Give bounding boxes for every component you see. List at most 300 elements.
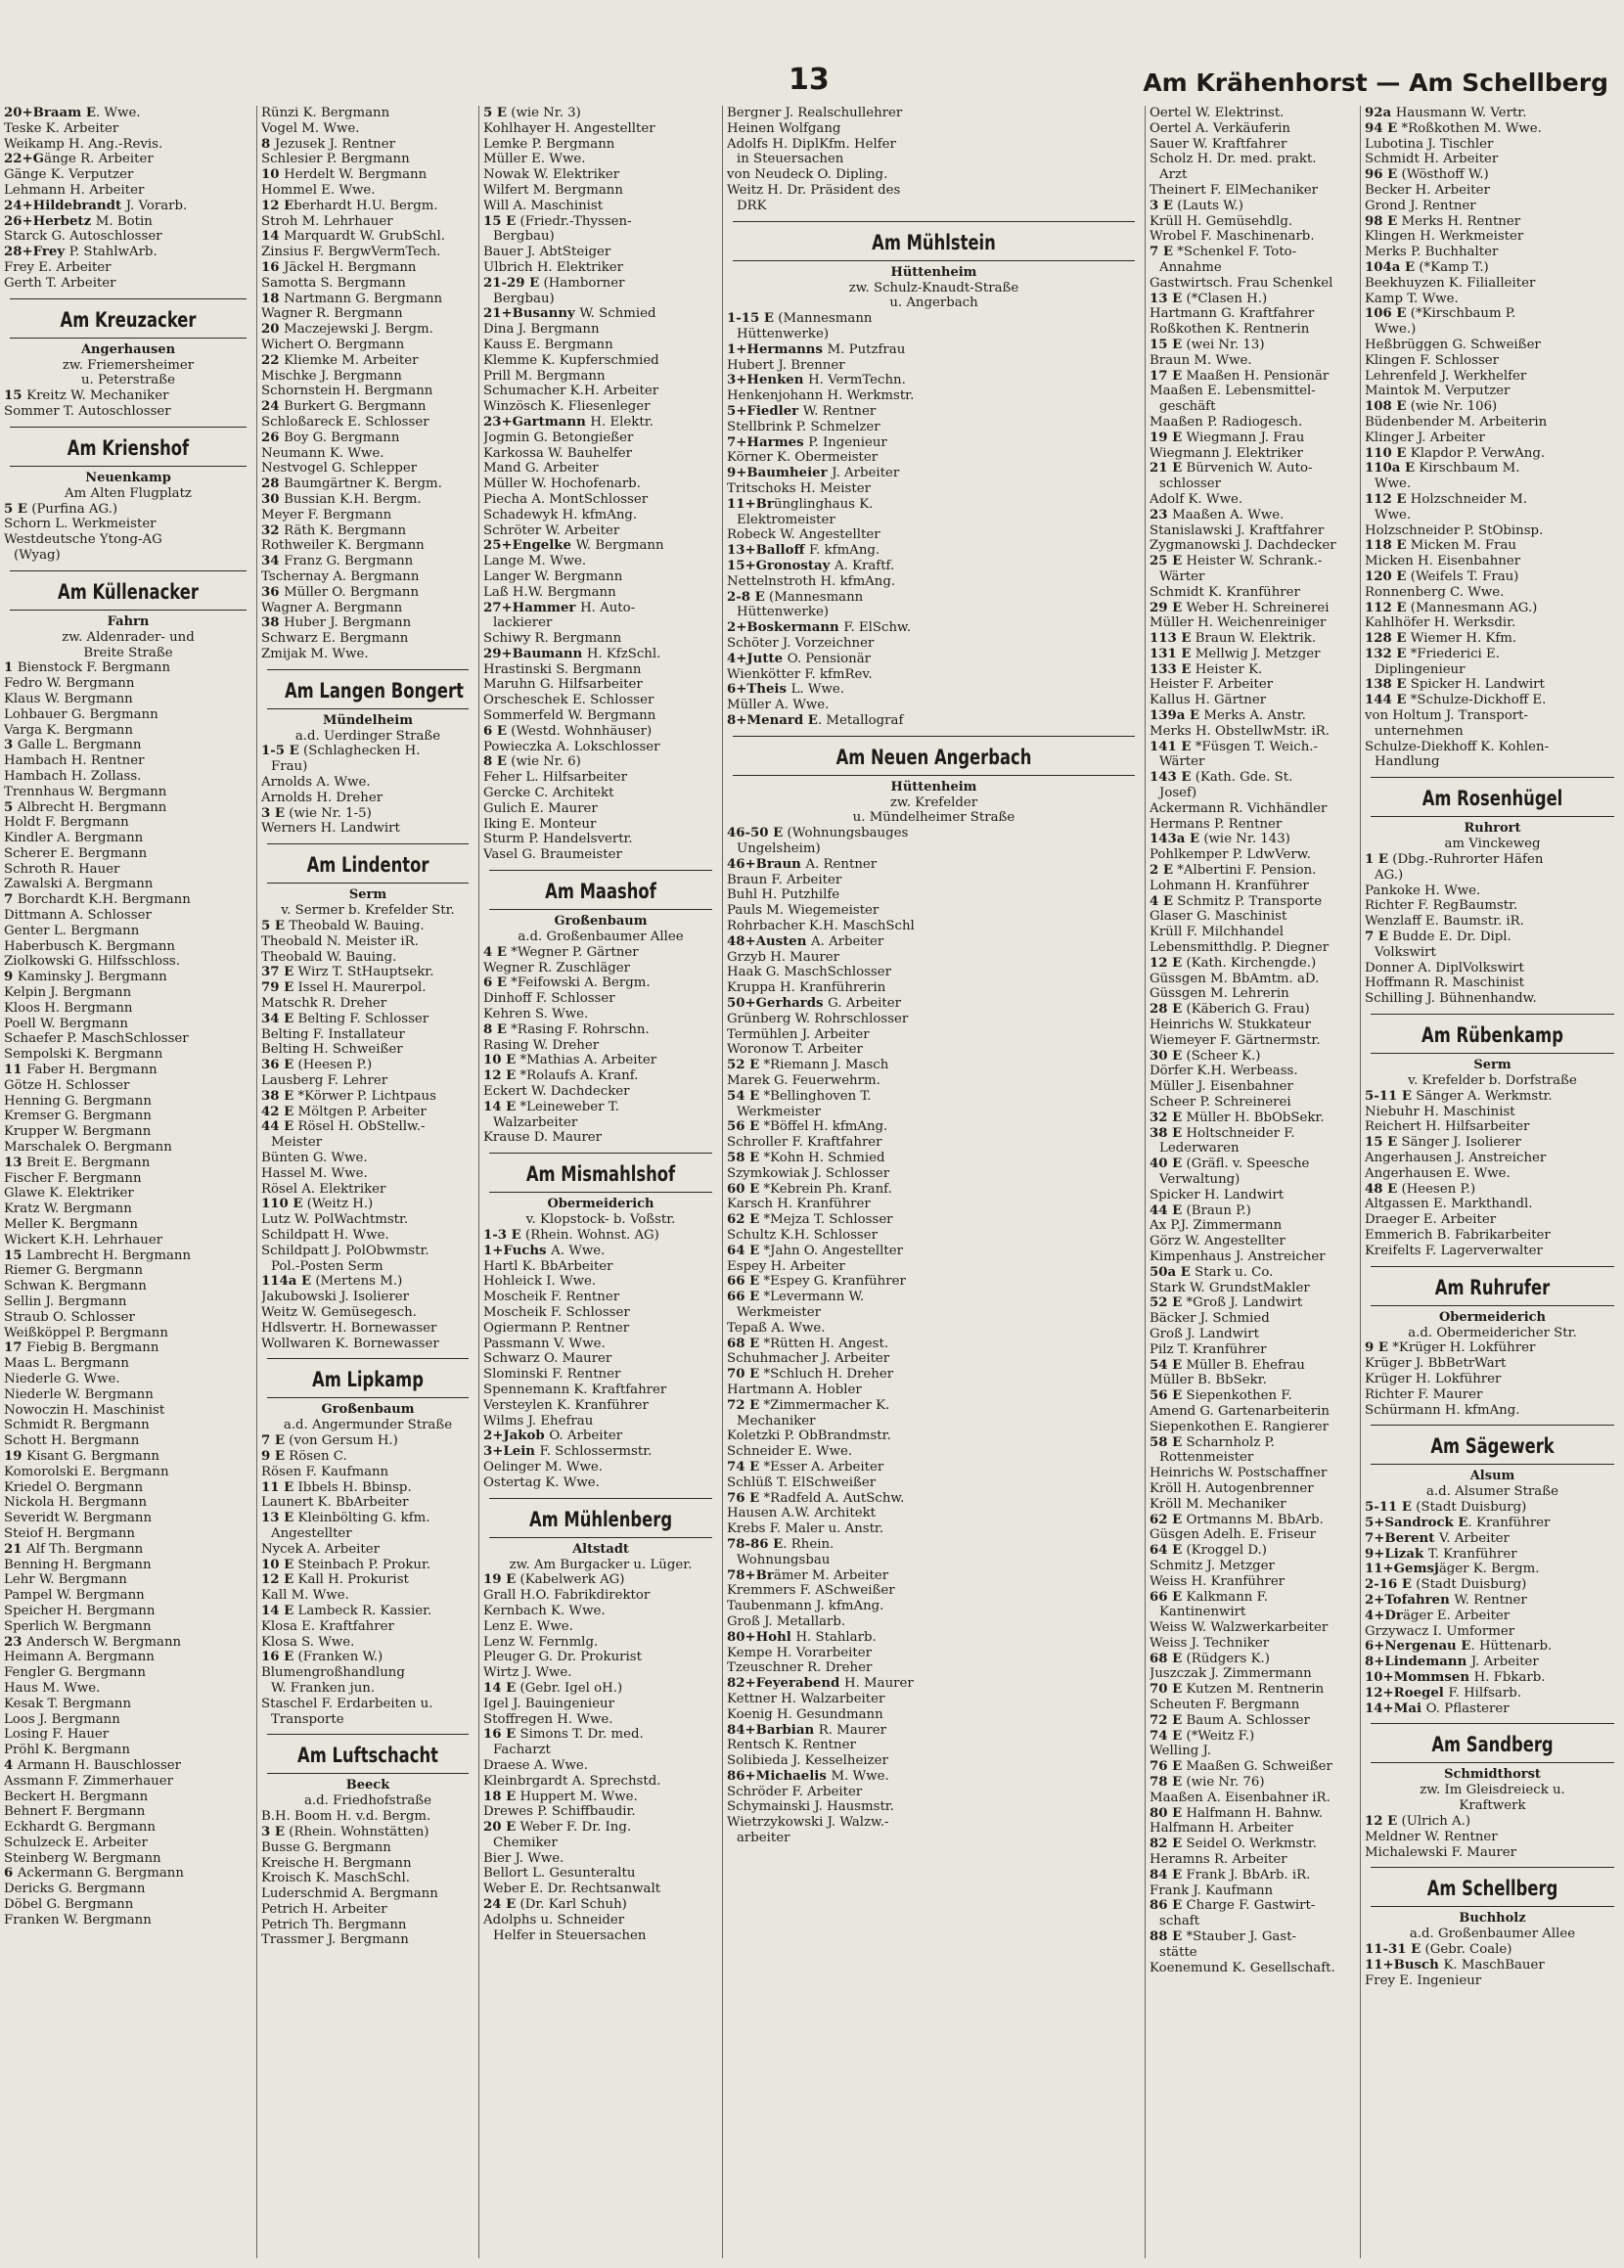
resident-entry: Slominski F. Rentner <box>483 1367 621 1383</box>
house-number: 11 E <box>261 1479 294 1495</box>
resident-entry: Solibieda J. Kesselheizer <box>727 1753 888 1769</box>
resident-entry: Krüger J. BbBetrWart <box>1365 1356 1507 1372</box>
house-number: 120 E <box>1365 568 1407 584</box>
house-number: 10 E <box>483 1053 517 1068</box>
house-number: 30 <box>261 491 285 507</box>
house-number: 132 E <box>1365 646 1407 661</box>
resident-entry: Mischke J. Bergmann <box>261 368 402 384</box>
resident-entry: 2-16 E (Stadt Duisburg) <box>1365 1577 1527 1593</box>
resident-entry: Kremmers F. ASchweißer <box>727 1583 895 1599</box>
resident-entry: Haus M. Wwe. <box>4 1680 101 1696</box>
resident-entry: Wollwaren K. Bornewasser <box>261 1336 439 1351</box>
resident-entry: Moscheik F. Schlosser <box>483 1304 630 1320</box>
resident-entry: 9 Kaminsky J. Bergmann <box>4 970 167 985</box>
resident-entry: Angerhausen J. Anstreicher <box>1365 1151 1547 1166</box>
resident-entry: 26 Boy G. Bergmann <box>261 430 400 445</box>
resident-entry: 2+Jakob O. Arbeiter <box>483 1429 623 1444</box>
entry-continuation: Walzarbeiter <box>493 1114 578 1130</box>
entry-continuation: Werkmeister <box>737 1304 821 1320</box>
resident-entry: 12 E *Rolaufs A. Kranf. <box>483 1068 639 1084</box>
section-rule <box>267 1358 469 1359</box>
house-number: 8 E <box>483 754 508 770</box>
resident-entry: Launert K. BbArbeiter <box>261 1495 409 1511</box>
house-number: 48+Austen <box>727 933 812 949</box>
resident-entry: Kindler A. Bergmann <box>4 831 144 846</box>
house-number: 15 E <box>1150 337 1183 352</box>
resident-entry: Lenz E. Wwe. <box>483 1618 573 1634</box>
street-location: v. Klopstock- b. Voßstr. <box>525 1212 676 1228</box>
resident-entry: Gastwirtsch. Frau Schenkel <box>1150 275 1333 291</box>
resident-entry: 141 E *Füsgen T. Weich.- <box>1150 739 1318 754</box>
resident-entry: 30 E (Scheer K.) <box>1150 1048 1261 1064</box>
street-location: zw. Im Gleisdreieck u. <box>1420 1783 1565 1798</box>
entry-continuation: Hüttenwerke) <box>737 326 830 341</box>
street-location: zw. Schulz-Knaudt-Straße <box>848 280 1019 295</box>
resident-entry: Hartmann G. Kraftfahrer <box>1150 306 1315 322</box>
house-number: 74 E <box>1150 1728 1183 1744</box>
resident-entry: Tschernay A. Bergmann <box>261 568 420 584</box>
resident-entry: Langer W. Bergmann <box>483 568 623 584</box>
resident-entry: 12 E Kall H. Prokurist <box>261 1572 409 1588</box>
resident-entry: Niebuhr H. Maschinist <box>1365 1104 1515 1119</box>
resident-entry: Samotta S. Bergmann <box>261 275 406 291</box>
resident-entry: Weißköppel P. Bergmann <box>4 1325 168 1340</box>
resident-entry: Passmann V. Wwe. <box>483 1336 606 1351</box>
house-number: 66 E <box>1150 1589 1183 1605</box>
house-number: 86 E <box>1150 1898 1183 1914</box>
section-rule <box>1371 1305 1614 1306</box>
house-number: 6 <box>4 1866 18 1882</box>
resident-entry: 8+Menard E. Metallograf <box>727 712 904 728</box>
house-number: 6+Nergenau E <box>1365 1639 1471 1655</box>
street-location: a.d. Großenbaumer Allee <box>1409 1927 1576 1942</box>
resident-entry: 29 E Weber H. Schreinerei <box>1150 600 1330 615</box>
resident-entry: Scherer E. Bergmann <box>4 845 148 861</box>
resident-entry: 143 E (Kath. Gde. St. <box>1150 770 1293 786</box>
resident-entry: Stoffregen H. Wwe. <box>483 1711 613 1727</box>
resident-entry: 28 E (Käberich G. Frau) <box>1150 1002 1310 1018</box>
resident-entry: Kruppa H. Kranführerin <box>727 980 886 996</box>
house-number: 76 E <box>1150 1759 1183 1775</box>
street-location: a.d. Angermunder Straße <box>283 1418 453 1433</box>
resident-entry: Sommerfeld W. Bergmann <box>483 708 656 724</box>
street-location: zw. Friemersheimer <box>62 357 195 373</box>
resident-entry: 76 E Maaßen G. Schweißer <box>1150 1759 1332 1775</box>
house-number: 3 E <box>261 1824 286 1839</box>
house-number: 5 E <box>483 106 508 120</box>
resident-entry: Stellbrink P. Schmelzer <box>727 419 880 434</box>
resident-entry: Müller B. BbSekr. <box>1150 1373 1267 1388</box>
resident-entry: 66 E *Levermann W. <box>727 1290 865 1305</box>
house-number: 3 E <box>1150 198 1174 213</box>
entry-continuation: schaft <box>1159 1914 1200 1929</box>
resident-entry: Heßbrüggen G. Schweißer <box>1365 337 1541 352</box>
entry-continuation: Wohnungsbau <box>737 1552 831 1567</box>
resident-entry: Westdeutsche Ytong-AG <box>4 532 162 548</box>
resident-entry: Lange M. Wwe. <box>483 554 587 569</box>
street-location: a.d. Friedhofstraße <box>303 1793 432 1809</box>
resident-entry: Wilms J. Ehefrau <box>483 1413 594 1429</box>
resident-entry: 4 E *Wegner P. Gärtner <box>483 944 639 960</box>
resident-entry: Dörfer K.H. Werbeass. <box>1150 1064 1298 1079</box>
resident-entry: Rothweiler K. Bergmann <box>261 538 425 554</box>
resident-entry: Lubotina J. Tischler <box>1365 136 1494 152</box>
resident-entry: 19 E Wiegmann J. Frau <box>1150 430 1305 445</box>
resident-entry: Glaser G. Maschinist <box>1150 909 1287 925</box>
resident-entry: Belting H. Schweißer <box>261 1042 403 1058</box>
resident-entry: 42 E Möltgen P. Arbeiter <box>261 1104 427 1119</box>
house-number: 118 E <box>1365 538 1407 554</box>
resident-entry: Görz W. Angestellter <box>1150 1234 1286 1249</box>
resident-entry: Lohmann H. Kranführer <box>1150 878 1309 893</box>
resident-entry: Koenig H. Gesundmann <box>727 1706 883 1722</box>
resident-entry: Weitz W. Gemüsegesch. <box>261 1304 417 1320</box>
entry-continuation: Mechaniker <box>737 1413 816 1429</box>
resident-entry: Gänge K. Verputzer <box>4 167 134 183</box>
resident-entry: Holzschneider P. StObinsp. <box>1365 522 1544 538</box>
resident-entry: Spicker H. Landwirt <box>1150 1187 1285 1202</box>
resident-entry: 14+Mai O. Pflasterer <box>1365 1701 1510 1716</box>
resident-entry: Kelpin J. Bergmann <box>4 985 132 1001</box>
house-number: 9 E <box>1365 1340 1389 1356</box>
section-rule <box>733 775 1135 776</box>
resident-entry: 7 E Budde E. Dr. Dipl. <box>1365 930 1511 945</box>
resident-entry: 19 Kisant G. Bergmann <box>4 1448 159 1464</box>
entry-continuation: Frau) <box>271 759 308 775</box>
house-number: 18 E <box>483 1789 517 1804</box>
resident-entry: Maaßen E. Lebensmittel- <box>1150 384 1316 399</box>
house-number: 15 E <box>1365 1135 1398 1151</box>
street-heading: Am Neuen Angerbach <box>835 745 1032 769</box>
section-rule <box>267 708 469 709</box>
house-number: 5+Sandrock E <box>1365 1515 1468 1530</box>
resident-entry: Prill M. Bergmann <box>483 368 606 384</box>
resident-entry: Haak G. MaschSchlosser <box>727 965 891 980</box>
street-location: a.d. Obermeidericher Str. <box>1408 1325 1577 1340</box>
resident-entry: 27+Hammer H. Auto- <box>483 600 636 615</box>
resident-entry: Krause D. Maurer <box>483 1130 603 1146</box>
house-number: 1-5 E <box>261 744 299 759</box>
resident-entry: 52 E *Groß J. Landwirt <box>1150 1295 1303 1311</box>
house-number: 26 <box>261 430 285 445</box>
resident-entry: Lehrenfeld J. Werkhelfer <box>1365 368 1527 384</box>
resident-entry: Belting F. Installateur <box>261 1026 405 1042</box>
entry-continuation: Chemiker <box>493 1835 558 1850</box>
house-number: 96 E <box>1365 167 1398 183</box>
resident-entry: Nickola H. Bergmann <box>4 1495 148 1511</box>
resident-entry: Wenzlaff E. Baumstr. iR. <box>1365 914 1524 930</box>
resident-entry: 1-3 E (Rhein. Wohnst. AG) <box>483 1228 659 1243</box>
house-number: 32 <box>261 522 285 538</box>
resident-entry: 1 E (Dbg.-Ruhrorter Häfen <box>1365 852 1544 868</box>
street-heading: Am Rübenkamp <box>1421 1023 1563 1048</box>
resident-entry: 144 E *Schulze-Dickhoff E. <box>1365 693 1547 708</box>
resident-entry: 3 E (Rhein. Wohnstätten) <box>261 1824 429 1839</box>
resident-entry: 52 E *Riemann J. Masch <box>727 1058 889 1073</box>
resident-entry: Kempe H. Vorarbeiter <box>727 1645 872 1660</box>
resident-entry: Assmann F. Zimmerhauer <box>4 1773 173 1789</box>
resident-entry: Tepaß A. Wwe. <box>727 1320 826 1336</box>
resident-entry: 5+Fiedler W. Rentner <box>727 403 877 419</box>
section-rule <box>267 843 469 844</box>
resident-entry: Theobald N. Meister iR. <box>261 933 419 949</box>
section-rule <box>10 466 247 467</box>
resident-entry: Adolphs u. Schneider <box>483 1912 625 1928</box>
resident-entry: Schornstein H. Bergmann <box>261 384 433 399</box>
resident-entry: 5-11 E (Stadt Duisburg) <box>1365 1500 1527 1516</box>
house-number: 70 E <box>727 1367 760 1383</box>
resident-entry: Krüll H. Gemüsehdlg. <box>1150 213 1293 229</box>
resident-entry: 32 Räth K. Bergmann <box>261 522 407 538</box>
district-name: Hüttenheim <box>890 779 977 794</box>
resident-entry: 6+Nergenau E. Hüttenarb. <box>1365 1639 1553 1655</box>
house-number: 78 E <box>1150 1775 1183 1791</box>
resident-entry: 34 Franz G. Bergmann <box>261 554 414 569</box>
house-number: 76 E <box>727 1490 760 1506</box>
resident-entry: Koenemund K. Gesellschaft. <box>1150 1960 1335 1975</box>
house-number: 7+Berent <box>1365 1530 1439 1546</box>
resident-entry: Oelinger M. Wwe. <box>483 1459 604 1474</box>
resident-entry: Nettelnstroth H. kfmAng. <box>727 573 896 589</box>
house-number: 5 <box>4 799 18 815</box>
resident-entry: Franken W. Bergmann <box>4 1912 152 1928</box>
house-number: 8+Lindemann <box>1365 1655 1471 1670</box>
resident-entry: Matschk R. Dreher <box>261 996 387 1012</box>
resident-entry: 16 E (Franken W.) <box>261 1650 383 1665</box>
resident-entry: 4+Jutte O. Pensionär <box>727 651 872 666</box>
house-number: 54 E <box>727 1088 760 1104</box>
resident-entry: Wickert K.H. Lehrhauer <box>4 1232 163 1247</box>
house-number: 38 E <box>1150 1125 1183 1141</box>
resident-entry: Scholz H. Dr. med. prakt. <box>1150 152 1317 167</box>
resident-entry: Koletzki P. ObBrandmstr. <box>727 1429 891 1444</box>
house-number: 11+Gemsj <box>1365 1562 1439 1577</box>
street-location: zw. Aldenrader- und <box>62 629 195 645</box>
house-number: 38 <box>261 615 285 631</box>
district-name: Altstadt <box>572 1541 629 1557</box>
resident-entry: Arnolds H. Dreher <box>261 790 383 805</box>
resident-entry: Oertel W. Elektrinst. <box>1150 106 1285 120</box>
resident-entry: Körner K. Obermeister <box>727 450 879 466</box>
resident-entry: Sauer W. Kraftfahrer <box>1150 136 1287 152</box>
resident-entry: 2+Boskermann F. ElSchw. <box>727 620 912 636</box>
resident-entry: Schmitz J. Metzger <box>1150 1558 1275 1573</box>
resident-entry: Schaefer P. MaschSchlosser <box>4 1031 189 1047</box>
house-number: 19 <box>4 1448 27 1464</box>
resident-entry: Juszczak J. Zimmermann <box>1150 1666 1312 1682</box>
district-name: Beeck <box>345 1778 390 1793</box>
resident-entry: Weber E. Dr. Rechtsanwalt <box>483 1882 661 1897</box>
resident-entry: Schmidt K. Kranführer <box>1150 584 1300 600</box>
resident-entry: 15 Kreitz W. Mechaniker <box>4 388 169 404</box>
resident-entry: 78-86 E. Rhein. <box>727 1536 835 1552</box>
house-number: 20 E <box>483 1820 517 1836</box>
house-number: 44 E <box>261 1119 294 1135</box>
resident-entry: Schulze-Diekhoff K. Kohlen- <box>1365 739 1550 754</box>
house-number: 74 E <box>727 1459 760 1474</box>
resident-entry: 14 Marquardt W. GrubSchl. <box>261 229 445 245</box>
house-number: 5-11 E <box>1365 1088 1413 1104</box>
resident-entry: Starck G. Autoschlosser <box>4 229 162 245</box>
entry-continuation: geschäft <box>1159 399 1216 415</box>
resident-entry: Merks H. ObstellwMstr. iR. <box>1150 723 1330 739</box>
resident-entry: Wilfert M. Bergmann <box>483 182 623 198</box>
resident-entry: Jakubowski J. Isolierer <box>261 1290 409 1305</box>
resident-entry: 9+Lizak T. Kranführer <box>1365 1546 1517 1562</box>
resident-entry: 74 E (*Weitz F.) <box>1150 1728 1255 1744</box>
house-number: 7 E <box>261 1433 286 1449</box>
house-number: 8+Menard E <box>727 712 818 728</box>
resident-entry: Schlüß T. ElSchweißer <box>727 1474 877 1490</box>
house-number: 56 E <box>727 1119 760 1135</box>
resident-entry: Schwarz E. Bergmann <box>261 631 409 647</box>
resident-entry: 120 E (Weifels T. Frau) <box>1365 568 1519 584</box>
house-number: 8 <box>261 136 275 152</box>
district-name: Neuenkamp <box>85 470 171 485</box>
resident-entry: Maruhn G. Hilfsarbeiter <box>483 677 643 693</box>
resident-entry: Müller J. Eisenbahner <box>1150 1079 1293 1095</box>
resident-entry: Klosa E. Kraftfahrer <box>261 1618 394 1634</box>
resident-entry: 76 E *Radfeld A. AutSchw. <box>727 1490 905 1506</box>
resident-entry: Schorn L. Werkmeister <box>4 517 157 532</box>
house-number: 80 E <box>1150 1805 1183 1821</box>
house-number: 1-15 E <box>727 311 775 327</box>
resident-entry: Pohlkemper P. LdwVerw. <box>1150 847 1311 863</box>
resident-entry: 11+Gemsjäger K. Bergm. <box>1365 1562 1540 1577</box>
house-number: 98 E <box>1365 213 1398 229</box>
house-number: 15+Gronostay <box>727 558 835 573</box>
district-name: Großenbaum <box>321 1402 415 1418</box>
resident-entry: Teske K. Arbeiter <box>4 120 119 136</box>
resident-entry: Schwan K. Bergmann <box>4 1279 147 1294</box>
resident-entry: Kloos H. Bergmann <box>4 1000 133 1016</box>
section-rule <box>267 669 469 670</box>
resident-entry: Kimpenhaus J. Anstreicher <box>1150 1248 1326 1264</box>
resident-entry: Vasel G. Braumeister <box>483 847 622 863</box>
resident-entry: 10+Mommsen H. Fbkarb. <box>1365 1669 1546 1685</box>
resident-entry: Buhl H. Putzhilfe <box>727 887 840 903</box>
section-rule <box>1371 816 1614 817</box>
street-heading: Am Maashof <box>545 880 656 904</box>
resident-entry: 138 E Spicker H. Landwirt <box>1365 677 1545 693</box>
resident-entry: Rohrbacher K.H. MaschSchl <box>727 919 915 934</box>
resident-entry: Welling J. <box>1150 1744 1212 1759</box>
house-number: 62 E <box>1150 1512 1183 1527</box>
resident-entry: 72 E *Zimmermacher K. <box>727 1397 890 1413</box>
resident-entry: Nowoczin H. Maschinist <box>4 1402 165 1418</box>
street-heading: Am Langen Bongert <box>284 678 464 703</box>
house-number: 13 E <box>1150 291 1183 306</box>
column-2 <box>256 106 478 2258</box>
district-name: Großenbaum <box>554 914 648 930</box>
resident-entry: Kreische H. Bergmann <box>261 1855 412 1871</box>
resident-entry: Drewes P. Schiffbaudir. <box>483 1804 636 1820</box>
entry-continuation: Handlung <box>1375 754 1440 770</box>
resident-entry: Grall H.O. Fabrikdirektor <box>483 1588 651 1604</box>
resident-entry: 114a E (Mertens M.) <box>261 1274 403 1290</box>
entry-continuation: Bergbau) <box>493 229 555 245</box>
street-location: Kraftwerk <box>1459 1798 1526 1814</box>
house-number: 78-86 E <box>727 1536 784 1552</box>
column-1 <box>0 106 256 2258</box>
entry-continuation: AG.) <box>1375 867 1404 883</box>
resident-entry: 23 Maaßen A. Wwe. <box>1150 507 1285 522</box>
house-number: 19 E <box>483 1572 517 1588</box>
house-number: 12 E <box>261 198 294 213</box>
resident-entry: 78+Brämer M. Arbeiter <box>727 1567 889 1583</box>
section-rule <box>1371 1723 1614 1724</box>
house-number: 72 E <box>727 1397 760 1413</box>
column-6 <box>1360 106 1624 2258</box>
resident-entry: Zygmanowski J. Dachdecker <box>1150 538 1336 554</box>
resident-entry: Kehren S. Wwe. <box>483 1007 589 1022</box>
resident-entry: Dericks G. Bergmann <box>4 1882 146 1897</box>
section-rule <box>10 610 247 611</box>
resident-entry: 58 E *Kohn H. Schmied <box>727 1151 885 1166</box>
resident-entry: 46+Braun A. Rentner <box>727 856 878 872</box>
house-number: 25 E <box>1150 554 1183 569</box>
resident-entry: 94 E *Roßkothen M. Wwe. <box>1365 120 1542 136</box>
resident-entry: Nycek A. Arbeiter <box>261 1541 380 1557</box>
resident-entry: Bier J. Wwe. <box>483 1850 564 1866</box>
resident-entry: 50a E Stark u. Co. <box>1150 1264 1274 1280</box>
house-number: 2-8 E <box>727 589 765 605</box>
resident-entry: Losing F. Hauer <box>4 1727 110 1743</box>
section-rule <box>489 909 712 910</box>
house-number: 110 E <box>261 1197 303 1212</box>
resident-entry: 2-8 E (Mannesmann <box>727 589 864 605</box>
resident-entry: Ogiermann P. Rentner <box>483 1320 630 1336</box>
house-number: 8 E <box>483 1021 508 1037</box>
resident-entry: Kriedel O. Bergmann <box>4 1479 144 1495</box>
resident-entry: Kamp T. Wwe. <box>1365 291 1459 306</box>
house-number: 52 E <box>1150 1295 1183 1311</box>
house-number: 133 E <box>1150 661 1192 677</box>
resident-entry: Klemme K. Kupferschmied <box>483 352 659 368</box>
house-number: 78+Br <box>727 1567 774 1583</box>
resident-entry: Fengler G. Bergmann <box>4 1665 146 1681</box>
resident-entry: Becker H. Arbeiter <box>1365 182 1490 198</box>
entry-continuation: Arzt <box>1159 167 1188 183</box>
entry-continuation: Ungelsheim) <box>737 841 821 857</box>
resident-entry: Lutz W. PolWachtmstr. <box>261 1212 409 1228</box>
entry-continuation: Meister <box>271 1135 323 1151</box>
resident-entry: 1-15 E (Mannesmann <box>727 311 873 327</box>
resident-entry: Eckhardt G. Bergmann <box>4 1820 156 1836</box>
house-number: 25+Engelke <box>483 538 576 554</box>
street-heading: Am Sägewerk <box>1430 1434 1555 1459</box>
resident-entry: Schloßareck E. Schlosser <box>261 414 429 430</box>
resident-entry: 26+Herbetz M. Botin <box>4 213 153 229</box>
house-number: 46-50 E <box>727 826 784 841</box>
resident-entry: Bünten G. Wwe. <box>261 1151 368 1166</box>
resident-entry: 15+Gronostay A. Kraftf. <box>727 558 895 573</box>
resident-entry: Schadewyk H. kfmAng. <box>483 507 638 522</box>
resident-entry: 46-50 E (Wohnungsbauges <box>727 826 909 841</box>
resident-entry: 70 E Kutzen M. Rentnerin <box>1150 1682 1325 1698</box>
resident-entry: Kall M. Wwe. <box>261 1588 349 1604</box>
entry-continuation: Diplingenieur <box>1375 661 1466 677</box>
entry-continuation: Lederwaren <box>1159 1141 1240 1157</box>
resident-entry: 30 Bussian K.H. Bergm. <box>261 491 422 507</box>
resident-entry: 58 E Scharnholz P. <box>1150 1434 1276 1450</box>
house-number: 48 E <box>1365 1181 1398 1197</box>
resident-entry: 44 E Rösel H. ObStellw.- <box>261 1119 426 1135</box>
house-number: 12 E <box>1150 955 1183 971</box>
house-number: 2 E <box>1150 863 1174 879</box>
entry-continuation: Rottenmeister <box>1159 1450 1254 1466</box>
resident-entry: Kallus H. Gärtner <box>1150 693 1267 708</box>
